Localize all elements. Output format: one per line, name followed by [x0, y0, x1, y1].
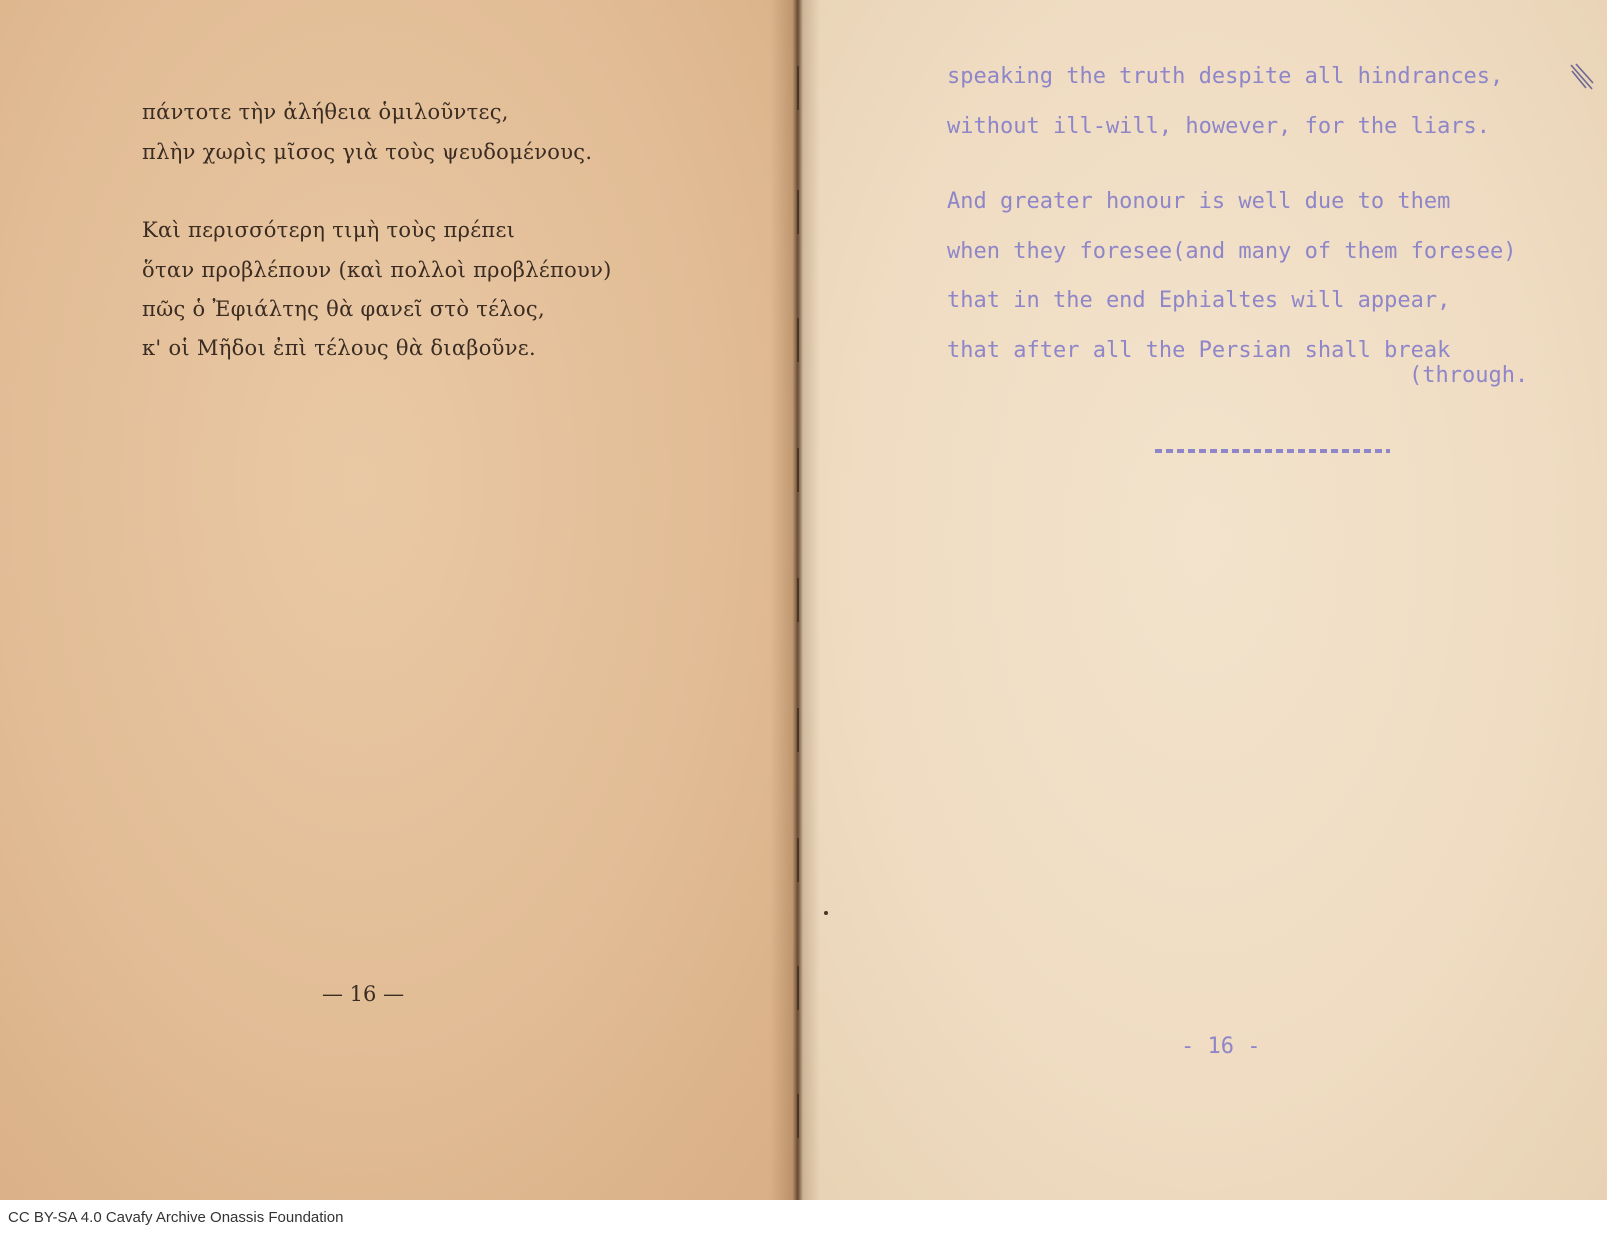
binding-stitch	[797, 708, 799, 752]
binding-stitch	[797, 1094, 799, 1138]
typed-line-5: that in the end Ephialtes will appear,	[947, 288, 1451, 313]
typed-line-6: that after all the Persian shall break	[947, 338, 1451, 363]
binding-stitch	[797, 448, 799, 492]
greek-line-3: Καὶ περισσότερη τιμὴ τοὺς πρέπει	[142, 218, 516, 242]
printed-page	[0, 0, 798, 1200]
binding-stitch	[797, 318, 799, 362]
pen-stroke-mark	[1569, 62, 1595, 92]
greek-line-2: πλὴν χωρὶς μῖσος γιὰ τοὺς ψευδομένους.	[142, 140, 593, 164]
typed-line-2: without ill-will, however, for the liars.	[947, 114, 1491, 139]
greek-line-6: κ' οἱ Μῆδοι ἐπὶ τέλους θὰ διαβοῦνε.	[142, 336, 536, 360]
typed-line-4: when they foresee(and many of them foresee)	[947, 239, 1517, 264]
greek-line-4: ὅταν προβλέπουν (καὶ πολλοὶ προβλέπουν)	[142, 258, 612, 282]
typed-line-7: (through.	[1409, 363, 1529, 388]
binding-stitch	[797, 966, 799, 1010]
book-gutter	[770, 0, 820, 1200]
footer-bar	[0, 1200, 1607, 1238]
typed-line-3: And greater honour is well due to them	[947, 189, 1451, 214]
license-credit: CC BY-SA 4.0 Cavafy Archive Onassis Foundation	[8, 1209, 344, 1226]
dashed-divider	[1155, 449, 1390, 453]
left-page-number: — 16 —	[322, 982, 405, 1006]
binding-stitch	[797, 838, 799, 882]
binding-stitch	[797, 190, 799, 234]
greek-line-5: πῶς ὁ Ἐφιάλτης θὰ φανεῖ στὸ τέλος,	[142, 297, 545, 321]
typed-line-1: speaking the truth despite all hindrances,	[947, 64, 1504, 89]
right-page-number: - 16 -	[1181, 1034, 1261, 1059]
binding-stitch	[797, 66, 799, 110]
paper-speck	[824, 911, 828, 915]
binding-stitch	[797, 578, 799, 622]
typed-page	[798, 0, 1607, 1200]
greek-line-1: πάντοτε τὴν ἀλήθεια ὁμιλοῦντες,	[142, 100, 509, 124]
